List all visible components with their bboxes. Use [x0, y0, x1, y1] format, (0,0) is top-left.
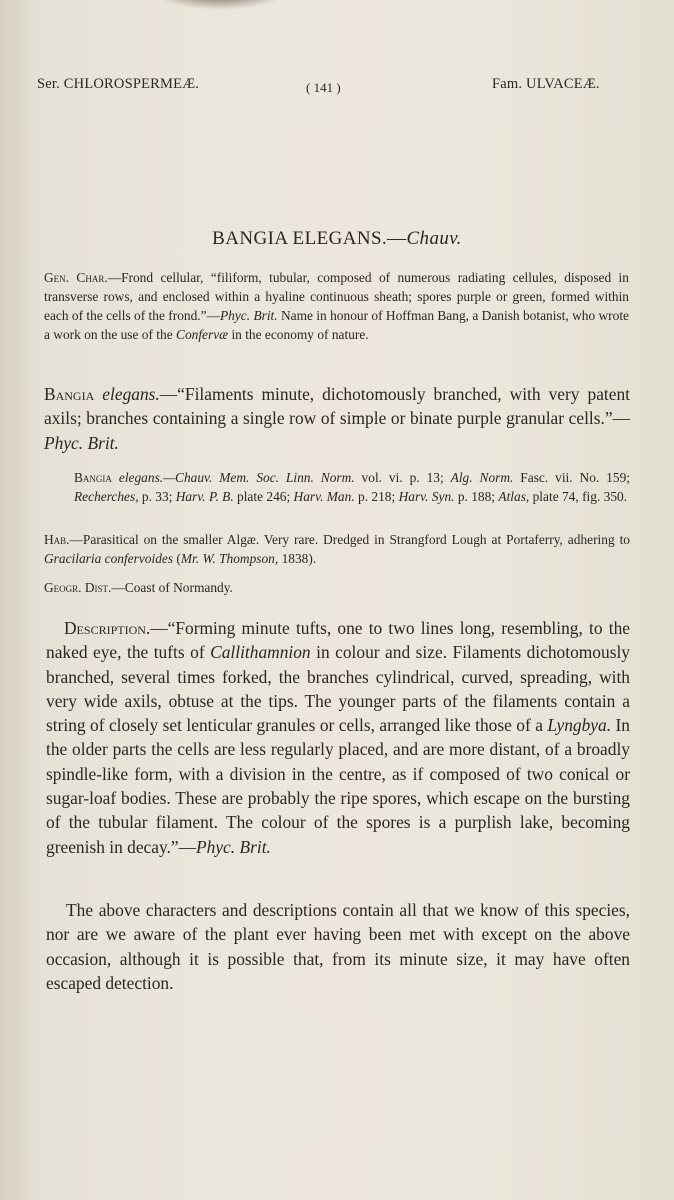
synonymy-text-6: p. 188;: [454, 489, 499, 504]
description-text-2: in colour and size. Filaments dichotomously branched, several times forked, the branches cylindrical, curved, spreading, with very wide axils, obtuse at the tips. The younger parts of the filaments contain a string of closely set lenticular granules or cells, arranged like those of a: [46, 642, 630, 736]
distribution-label: Geogr. Dist.: [44, 580, 112, 595]
description-text-1: —“Forming minute tufts, one to two lines long, resembling, to the naked eye, the tufts of: [46, 618, 630, 663]
synonymy-text-7: plate 74, fig. 350.: [529, 489, 628, 504]
habitat-text-3: 1838).: [278, 551, 317, 566]
gen-char-label: Gen. Char.: [44, 270, 108, 285]
description-genus-2: Lyngbya.: [547, 715, 612, 736]
habitat-paragraph: [44, 530, 630, 568]
synonymy-text-1: vol. vi. p. 13;: [354, 470, 451, 485]
synonymy-ref-5: Harv. Man.: [293, 489, 355, 504]
synonymy-paragraph: [74, 468, 630, 506]
family-label: Fam. ULVACEÆ.: [492, 76, 600, 92]
habitat-collector: Mr. W. Thompson,: [180, 551, 279, 566]
synonymy-ref-6: Harv. Syn.: [398, 489, 455, 504]
habitat-host: Gracilaria confervoides: [44, 551, 174, 566]
habitat-text: —Parasitical on the smaller Algæ. Very rare. Dredged in Strangford Lough at Portaferry, adhering to: [69, 532, 630, 547]
description-label: Description.: [64, 618, 151, 638]
distribution-paragraph: [44, 578, 630, 597]
distribution-text: —Coast of Normandy.: [111, 580, 233, 595]
synonymy-ref-7: Atlas,: [498, 489, 530, 504]
closing-paragraph: [46, 898, 630, 995]
gen-char-text-2: Name in honour of Hoffman Bang, a Danish botanist, who wrote a work on the use of the: [44, 308, 629, 342]
running-header: [0, 76, 674, 100]
species-paragraph: [44, 382, 630, 455]
synonymy-ref-4: Harv. P. B.: [175, 489, 234, 504]
page-title: [0, 228, 674, 250]
gen-char-conferva: Confervæ: [176, 327, 229, 342]
description-genus-1: Callithamnion: [210, 642, 311, 663]
title-main: BANGIA ELEGANS.—: [212, 228, 407, 249]
gen-char-ref: Phyc. Brit.: [219, 308, 278, 323]
series-label: Ser. CHLOROSPERMEÆ.: [37, 76, 200, 92]
synonymy-text-3: p. 33;: [138, 489, 176, 504]
synonymy-text-2: Fasc. vii. No. 159;: [513, 470, 630, 485]
gen-char-text: —Frond cellular, “filiform, tubular, composed of numerous radiating cellules, disposed in transverse rows, and enclosed within a hyaline continuous sheath; spores purple or green, formed within each of the cells of the frond.”—: [44, 270, 629, 323]
habitat-text-2: (: [173, 551, 181, 566]
page-number: ( 141 ): [306, 80, 341, 95]
synonymy-text-4: plate 246;: [233, 489, 294, 504]
habitat-label: Hab.: [44, 532, 70, 547]
title-author: Chauv.: [406, 228, 462, 249]
species-genus: Bangia: [44, 384, 95, 404]
closing-text: The above characters and descriptions contain all that we know of this species, nor are we aware of the plant ever having been met with except on the above occasion, although it is possible that, from its minute size, it may have often escaped detection.: [46, 900, 630, 993]
species-epithet: elegans.: [102, 384, 160, 404]
species-text: —“Filaments minute, dichotomously branched, with very patent axils; branches containing a single row of simple or binate purple granular cells.”—: [44, 384, 630, 429]
synonymy-genus: Bangia: [74, 470, 112, 485]
synonymy-text-5: p. 218;: [354, 489, 399, 504]
synonymy-ref-1: elegans.—Chauv. Mem. Soc. Linn. Norm.: [118, 470, 355, 485]
gen-char-paragraph: [44, 268, 629, 344]
description-text-3: In the older parts the cells are less regularly placed, and are more distant, of a broadly spindle-like form, with a division in the centre, as if composed of two conical or sugar-loaf bodies. These are probably the ripe spores, which escape on the bursting of the tubular filament. The colour of the spores is a purplish lake, becoming greenish in decay.”—: [46, 715, 630, 857]
gen-char-text-3: in the economy of nature.: [228, 327, 369, 342]
page-shadow: [150, 0, 290, 10]
species-ref: Phyc. Brit.: [44, 432, 119, 453]
synonymy-ref-3: Recherches,: [74, 489, 139, 504]
description-ref: Phyc. Brit.: [196, 836, 271, 857]
synonymy-ref-2: Alg. Norm.: [450, 470, 514, 485]
description-paragraph: [46, 616, 630, 859]
